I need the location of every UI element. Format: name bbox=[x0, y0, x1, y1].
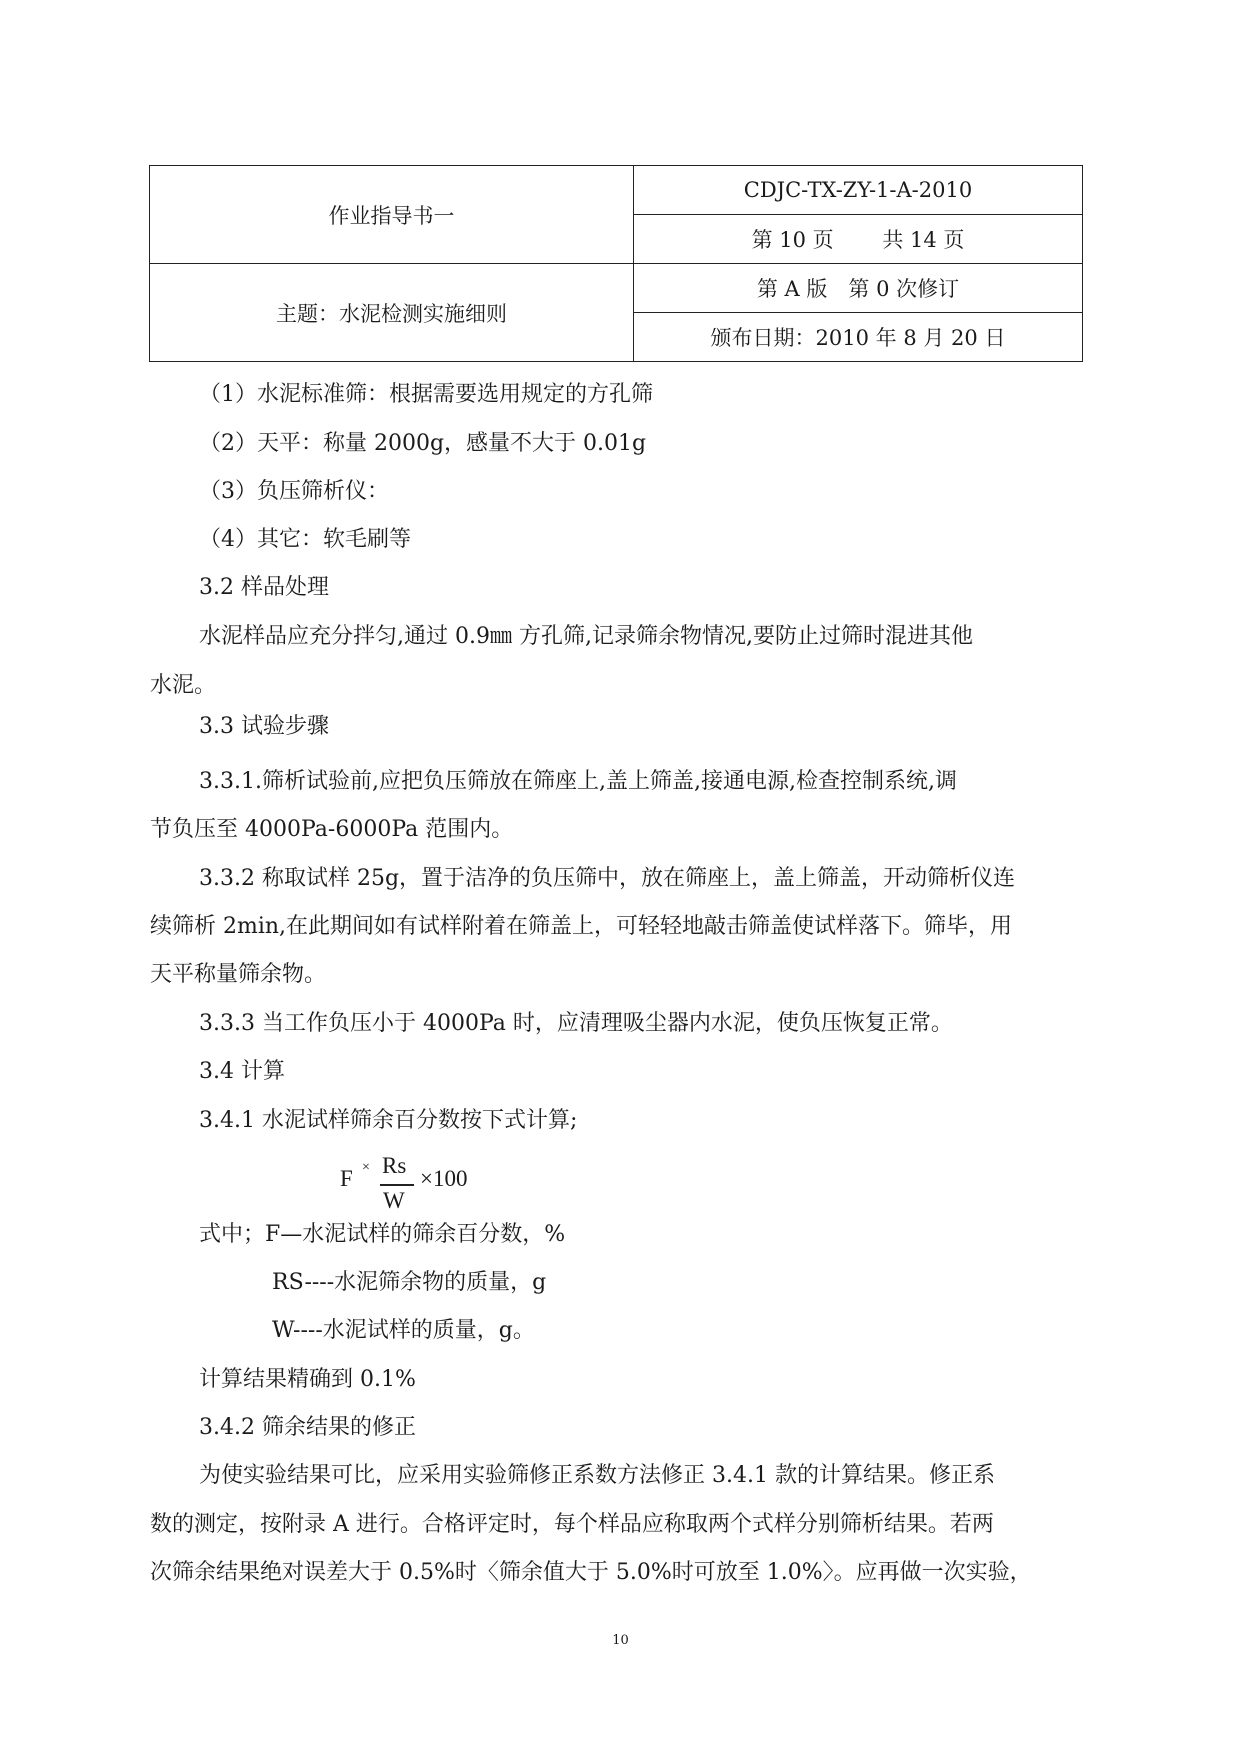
section-heading-3-4-2: 3.4.2 筛余结果的修正 bbox=[199, 1415, 416, 1440]
paragraph-line: 续筛析 2min,在此期间如有试样附着在筛盖上，可轻轻地敲击筛盖使试样落下。筛毕，用 bbox=[150, 914, 1013, 939]
paragraph-line: 天平称量筛余物。 bbox=[150, 962, 327, 987]
paragraph-line: 节负压至 4000Pa-6000Pa 范围内。 bbox=[150, 817, 514, 842]
formula-lhs: F bbox=[340, 1166, 353, 1191]
paragraph-line: 式中；F—水泥试样的筛余百分数，% bbox=[199, 1222, 566, 1247]
paragraph-line: RS----水泥筛余物的质量，g bbox=[272, 1270, 547, 1295]
equipment-item-4: （4）其它：软毛刷等 bbox=[199, 527, 411, 552]
paragraph-line: 3.3.2 称取试样 25g，置于洁净的负压筛中，放在筛座上，盖上筛盖，开动筛析仪连 bbox=[199, 866, 1016, 891]
formula-numerator: Rs bbox=[382, 1153, 407, 1178]
paragraph-line: 3.4.1 水泥试样筛余百分数按下式计算; bbox=[199, 1108, 578, 1133]
equipment-item-3: （3）负压筛析仪： bbox=[199, 479, 389, 504]
page-number: 10 bbox=[612, 1633, 629, 1648]
paragraph-line: 水泥。 bbox=[150, 673, 217, 698]
paragraph-line: 数的测定，按附录 A 进行。合格评定时，每个样品应称取两个式样分别筛析结果。若两 bbox=[150, 1512, 994, 1537]
section-heading-3-3: 3.3 试验步骤 bbox=[199, 714, 329, 739]
section-heading-3-2: 3.2 样品处理 bbox=[199, 575, 329, 600]
paragraph-line: 3.3.3 当工作负压小于 4000Pa 时，应清理吸尘器内水泥，使负压恢复正常。 bbox=[199, 1011, 953, 1036]
document-header-table bbox=[149, 165, 1083, 362]
formula-rhs: ×100 bbox=[420, 1166, 468, 1191]
issue-date-cell: 颁布日期：2010 年 8 月 20 日 bbox=[634, 313, 1083, 362]
sieve-residue-formula bbox=[340, 1148, 540, 1218]
section-heading-3-4: 3.4 计算 bbox=[199, 1059, 285, 1084]
paragraph-line: 次筛余结果绝对误差大于 0.5%时〈筛余值大于 5.0%时可放至 1.0%〉。应再做一次实验， bbox=[150, 1560, 1032, 1585]
paragraph-line: 计算结果精确到 0.1% bbox=[199, 1367, 416, 1392]
paragraph-line: W----水泥试样的质量，g。 bbox=[272, 1318, 535, 1343]
formula-denominator: W bbox=[383, 1188, 405, 1213]
subject-cell: 主题：水泥检测实施细则 bbox=[150, 264, 634, 362]
page-info-cell: 第 10 页 共 14 页 bbox=[634, 215, 1083, 264]
doc-code-cell: CDJC-TX-ZY-1-A-2010 bbox=[634, 166, 1083, 215]
equipment-item-2: （2）天平：称量 2000g，感量不大于 0.01g bbox=[199, 431, 647, 456]
paragraph-line: 3.3.1.筛析试验前,应把负压筛放在筛座上,盖上筛盖,接通电源,检查控制系统,调 bbox=[199, 769, 957, 794]
equipment-item-1: （1）水泥标准筛：根据需要选用规定的方孔筛 bbox=[199, 382, 653, 407]
formula-operator: × bbox=[362, 1160, 370, 1175]
paragraph-line: 为使实验结果可比，应采用实验筛修正系数方法修正 3.4.1 款的计算结果。修正系 bbox=[199, 1463, 995, 1488]
fraction-bar bbox=[380, 1184, 414, 1186]
paragraph-line: 水泥样品应充分拌匀,通过 0.9㎜ 方孔筛,记录筛余物情况,要防止过筛时混进其他 bbox=[199, 624, 973, 649]
version-cell: 第 A 版 第 0 次修订 bbox=[634, 264, 1083, 313]
doc-type-cell: 作业指导书一 bbox=[150, 166, 634, 264]
